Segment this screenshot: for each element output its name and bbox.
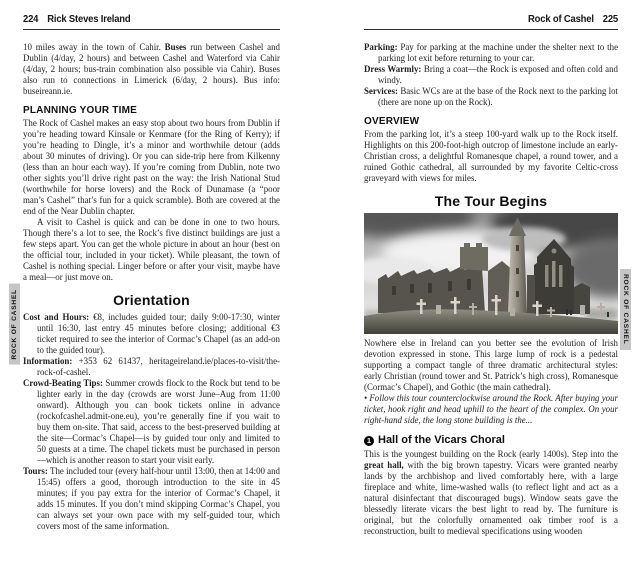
left-page-number: 224 bbox=[23, 13, 39, 25]
text-segment: +353 62 61437, heritageireland.ie/places-to-visit/the-rock-of-cashel. bbox=[37, 356, 280, 377]
overview-heading: OVERVIEW bbox=[364, 116, 420, 127]
the-tour-begins-heading: The Tour Begins bbox=[434, 193, 548, 209]
entry-label: Parking: bbox=[364, 42, 401, 52]
services-entry bbox=[364, 86, 618, 108]
planning-paragraph-2 bbox=[23, 217, 280, 283]
text-segment: This is the youngest building on the Rock (early 1400s). Step into the bbox=[364, 449, 618, 459]
text-segment: with the big brown tapestry. Vicars were granted nearby lands by the archbishop and lived comfortably here, with a large fireplace and white, lime-washed walls (to reflect light and act as a natural disinfectant that discouraged bugs). Window seats gave the blessedly literate vicars the best light to read by. The furniture is original, but the colorfully ornamented oak timber roof is a reconstruction, built to medieval specifications using wooden bbox=[364, 460, 618, 536]
entry-label: Information: bbox=[23, 356, 79, 366]
text-segment: great hall, bbox=[364, 460, 404, 470]
left-header-rule bbox=[23, 29, 280, 30]
entry-label: Crowd-Beating Tips: bbox=[23, 378, 106, 388]
text-segment: • Follow this tour counterclockwise around the Rock. After buying your ticket, hook right and head uphill to the heart of the complex. On your right-hand side, the long stone building is the... bbox=[364, 393, 618, 425]
right-page-number: 225 bbox=[602, 13, 618, 25]
text-segment: 10 miles away in the town of Cahir. bbox=[23, 42, 165, 52]
overview-paragraph bbox=[364, 129, 618, 184]
orientation-heading: Orientation bbox=[113, 292, 190, 308]
text-segment: Pay for parking at the machine under the shelter next to the parking lot exit before returning to your car. bbox=[378, 42, 618, 63]
text-segment: Summer crowds flock to the Rock but tend to be lighter early in the day (crowds are worst June–Aug from 11:00 onward). Although you can book tickets online in advance (rockofcashel.admit-one.eu), you’re generally fine if you wait to buy them on-site. That said, access to the best-preserved building at the site—Cormac’s Chapel—is by guided tour only and limited to 50 guests at a time. The chapel tickets must be purchased in person—which is another reason to start your visit early. bbox=[37, 378, 280, 465]
text-segment: Hall of the Vicars Choral bbox=[378, 434, 505, 446]
text-segment: €8, includes guided tour; daily 9:00-17:30, winter until 16:30, last entry 45 minutes before closing; additional €3 ticket required to see the interior of Cormac’s Chapel (as an add-on to the guided tour). bbox=[37, 312, 280, 355]
right-running-head-title: Rock of Cashel bbox=[528, 13, 594, 25]
rock-of-cashel-photo-graphic bbox=[364, 213, 618, 334]
text-segment: The included tour (every half-hour until 13:00, then at 14:00 and 15:45) offers a good, thorough introduction to the site in 45 minutes; if you pay extra for the interior of Cormac’s Chapel, it adds 15 minutes. If you don’t mind skipping Cormac’s Chapel, you can always set your own pace with my self-guided tour, which covers most of the same information. bbox=[37, 466, 280, 531]
left-running-head-title: Rick Steves Ireland bbox=[47, 13, 131, 25]
text-segment: From the parking lot, it’s a steep 100-yard walk up to the Rock itself. Highlights on this 200-foot-high outcrop of limestone include an early-Christian cross, a delightful Romanesque chapel, a round tower, and a ruined Gothic cathedral, all surrounded by my favorite Celtic-cross graveyard with views for miles. bbox=[364, 129, 618, 183]
text-segment: The Rock of Cashel makes an easy stop about two hours from Dublin if you’re heading toward Kinsale or Kenmare (for the Ring of Kerry); if you’re heading to Dingle, it’s a minor and worthwhile detour (adds about 30 minutes of driving). Or you can side-trip here from Kilkenny (less than an hour each way). If you’re coming from Dublin, note two other sights you’ll drive right past on the way: the Irish National Stud (worthwhile for horse lovers) and the Rock of Dunamase (a “poor man’s Cashel” that’s fun for a quick scramble). Both are covered at the end of the Near Dublin chapter. bbox=[23, 118, 280, 216]
text-segment: A visit to Cashel is quick and can be done in one to two hours. Though there’s a lot to see, the Rock’s five distinct buildings are just a few steps apart. You can get the whole picture in about an hour (best on the official tour, included in your ticket). While pleasant, the town of Cashel is nothing special. Linger before or after your visit, maybe have a meal—or just move on. bbox=[23, 217, 280, 282]
entry-label: Tours: bbox=[23, 466, 51, 476]
crowd-beating-tips-entry bbox=[23, 378, 280, 466]
buses-paragraph bbox=[23, 42, 280, 97]
planning-paragraph-1 bbox=[23, 118, 280, 217]
cost-and-hours-entry bbox=[23, 312, 280, 356]
left-page bbox=[23, 0, 280, 568]
hall-of-the-vicars-choral-heading bbox=[364, 434, 618, 447]
entry-label: Services: bbox=[364, 86, 401, 96]
left-page-body bbox=[23, 42, 280, 564]
tour-direction-note bbox=[364, 393, 618, 426]
entry-label: Dress Warmly: bbox=[364, 64, 424, 74]
information-entry bbox=[23, 356, 280, 378]
right-page-body bbox=[364, 42, 618, 564]
text-segment: Bring a coat—the Rock is exposed and often cold and windy. bbox=[378, 64, 618, 85]
circled-number-icon: 1 bbox=[364, 436, 374, 446]
side-tab-right: ROCK OF CASHEL bbox=[620, 269, 631, 350]
text-segment: run between Cashel and Dublin (4/day, 2 hours) and between Cashel and Waterford via Cahir (4/day, 2 hours; bus-train combination also possible via Cahir). Buses also run to connections in Limerick (6/day, 2 hours). Bus info: buseireann.ie. bbox=[23, 42, 280, 96]
left-running-head bbox=[23, 13, 254, 25]
right-page bbox=[364, 0, 618, 568]
vicars-choral-paragraph bbox=[364, 449, 618, 537]
side-tab-left: ROCK OF CASHEL bbox=[9, 284, 20, 365]
dress-warmly-entry bbox=[364, 64, 618, 86]
entry-label: Cost and Hours: bbox=[23, 312, 94, 322]
parking-entry bbox=[364, 42, 618, 64]
right-running-head bbox=[389, 13, 618, 25]
text-segment: Nowhere else in Ireland can you better see the evolution of Irish devotion expressed in stone. This large lump of rock is a pedestal supporting a compact tangle of three dramatic architectural styles: early Christian (round tower and St. Patrick’s high cross), Romanesque (Cormac’s Chapel), and Gothic (the main cathedral). bbox=[364, 338, 618, 392]
text-segment: Buses bbox=[164, 42, 187, 52]
rock-of-cashel-photo bbox=[364, 213, 618, 334]
text-segment: Basic WCs are at the base of the Rock next to the parking lot (there are none up on the Rock). bbox=[378, 86, 618, 107]
planning-your-time-heading: PLANNING YOUR TIME bbox=[23, 105, 137, 116]
evolution-paragraph bbox=[364, 338, 618, 393]
right-header-rule bbox=[364, 29, 618, 30]
tours-entry bbox=[23, 466, 280, 532]
